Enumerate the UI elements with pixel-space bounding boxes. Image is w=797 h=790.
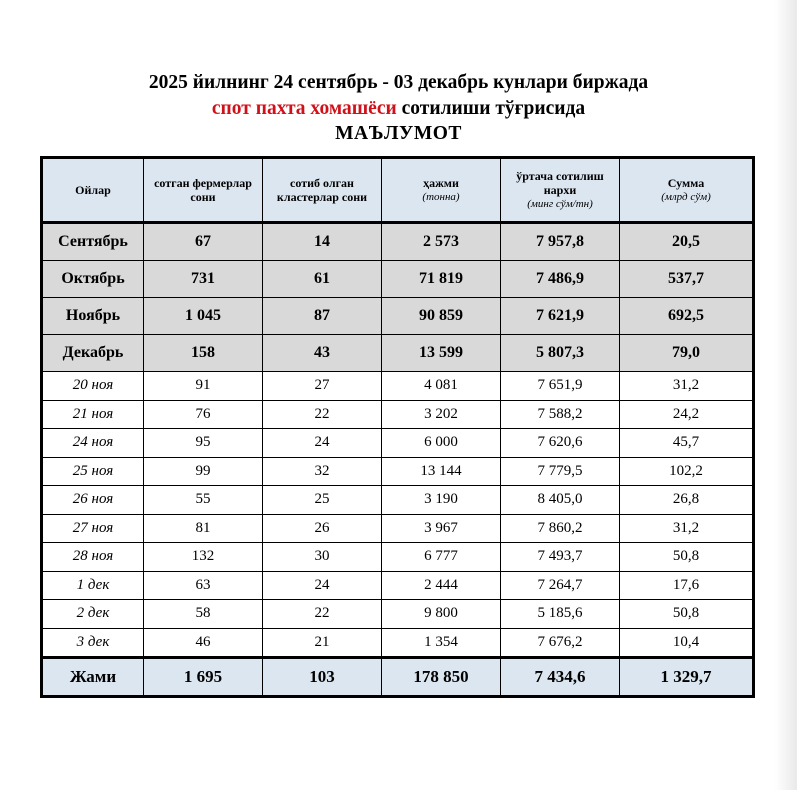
table-cell: 14 [263,223,382,261]
table-row [42,429,754,458]
table-cell: 7 620,6 [501,429,620,458]
table-cell: 7 486,9 [501,261,620,298]
table-row [42,372,754,401]
table-cell: 3 202 [382,400,501,429]
table-cell: 692,5 [620,298,754,335]
table-row [42,600,754,629]
table-cell: 4 081 [382,372,501,401]
table-cell: 13 599 [382,335,501,372]
table-cell: 103 [263,658,382,697]
table-cell: 67 [144,223,263,261]
table-cell: 10,4 [620,628,754,658]
table-cell: 132 [144,543,263,572]
title-highlight: спот пахта хомашёси [211,98,397,119]
table-cell: 61 [263,261,382,298]
table-cell: 58 [144,600,263,629]
title-line-1: 2025 йилнинг 24 сентябрь - 03 декабрь кунлари биржада [148,72,649,93]
table-row [42,571,754,600]
table-cell: 81 [144,514,263,543]
table-cell: 32 [263,457,382,486]
table-cell: 1 045 [144,298,263,335]
table-cell: 3 967 [382,514,501,543]
table-cell: 3 дек [42,628,144,658]
table-cell: 27 ноя [42,514,144,543]
table-cell: 28 ноя [42,543,144,572]
table-row [42,298,754,335]
title-line-2-rest: сотилиши тўғрисида [396,98,586,119]
table-cell: 90 859 [382,298,501,335]
document-title [0,70,797,146]
table-header-row [42,158,754,223]
table-cell: 31,2 [620,514,754,543]
table-row [42,223,754,261]
table-cell: 3 190 [382,486,501,515]
table-cell: 20 ноя [42,372,144,401]
header-volume [382,158,501,223]
header-clusters-count [263,158,382,223]
table-cell: 71 819 [382,261,501,298]
table-cell: 8 405,0 [501,486,620,515]
table-cell: 76 [144,400,263,429]
table-cell: 30 [263,543,382,572]
table-cell: 79,0 [620,335,754,372]
table-cell: 6 777 [382,543,501,572]
table-row [42,457,754,486]
table-cell: 1 354 [382,628,501,658]
table-cell: 7 621,9 [501,298,620,335]
table-row [42,261,754,298]
table-cell: 1 329,7 [620,658,754,697]
table-cell: 95 [144,429,263,458]
table-cell: Октябрь [42,261,144,298]
table-cell: 99 [144,457,263,486]
header-average-price [501,158,620,223]
table-cell: 46 [144,628,263,658]
table-cell: 22 [263,400,382,429]
table-cell: 7 860,2 [501,514,620,543]
header-label: сотиб олган кластерлар сони [276,176,368,204]
table-cell: 24 [263,429,382,458]
table-cell: 7 957,8 [501,223,620,261]
table-cell: Жами [42,658,144,697]
table-row [42,628,754,658]
cotton-sales-table [40,156,755,698]
table-cell: 7 779,5 [501,457,620,486]
table-cell: 731 [144,261,263,298]
table-cell: 21 ноя [42,400,144,429]
header-unit: (млрд сўм) [661,191,711,203]
table-row [42,486,754,515]
table-cell: 24 ноя [42,429,144,458]
title-heading: МАЪЛУМОТ [335,123,462,144]
table-cell: 2 дек [42,600,144,629]
table-cell: 537,7 [620,261,754,298]
table-cell: 5 807,3 [501,335,620,372]
table-cell: 7 493,7 [501,543,620,572]
header-label: сотган фермерлар сони [154,176,252,204]
table-cell: 91 [144,372,263,401]
table-cell: 50,8 [620,600,754,629]
table-cell: 7 588,2 [501,400,620,429]
table-total-row [42,658,754,697]
table-cell: 6 000 [382,429,501,458]
table-cell: 1 695 [144,658,263,697]
table-cell: Ноябрь [42,298,144,335]
table-cell: 24 [263,571,382,600]
table-row [42,400,754,429]
table-cell: 27 [263,372,382,401]
header-label: ўртача сотилиш нархи [516,169,604,197]
table-cell: 2 573 [382,223,501,261]
table-cell: 2 444 [382,571,501,600]
table-cell: 63 [144,571,263,600]
table-cell: 43 [263,335,382,372]
header-unit: (тонна) [422,191,460,203]
table-cell: 25 [263,486,382,515]
table-cell: 7 264,7 [501,571,620,600]
table-cell: Сентябрь [42,223,144,261]
header-label: ҳажми [423,176,459,190]
table-cell: 17,6 [620,571,754,600]
table-row [42,514,754,543]
table-cell: 7 651,9 [501,372,620,401]
table-cell: 5 185,6 [501,600,620,629]
table-cell: 26,8 [620,486,754,515]
table-cell: 26 [263,514,382,543]
table-cell: 50,8 [620,543,754,572]
table-cell: 102,2 [620,457,754,486]
table-cell: 25 ноя [42,457,144,486]
table-cell: 1 дек [42,571,144,600]
table-cell: 22 [263,600,382,629]
table-cell: 20,5 [620,223,754,261]
table-cell: 87 [263,298,382,335]
table-cell: 7 676,2 [501,628,620,658]
table-cell: 7 434,6 [501,658,620,697]
table-cell: 31,2 [620,372,754,401]
table-row [42,335,754,372]
header-months [42,158,144,223]
header-sum [620,158,754,223]
table-cell: 24,2 [620,400,754,429]
table-cell: Декабрь [42,335,144,372]
table-cell: 158 [144,335,263,372]
table-cell: 178 850 [382,658,501,697]
header-farmers-count [144,158,263,223]
table-cell: 45,7 [620,429,754,458]
table-cell: 21 [263,628,382,658]
table-cell: 9 800 [382,600,501,629]
title-line-2 [0,96,797,122]
header-label: Сумма [667,176,705,190]
table-cell: 26 ноя [42,486,144,515]
header-unit: (минг сўм/тн) [527,198,593,210]
table-cell: 13 144 [382,457,501,486]
table-cell: 55 [144,486,263,515]
table-row [42,543,754,572]
header-label: Ойлар [75,183,111,197]
